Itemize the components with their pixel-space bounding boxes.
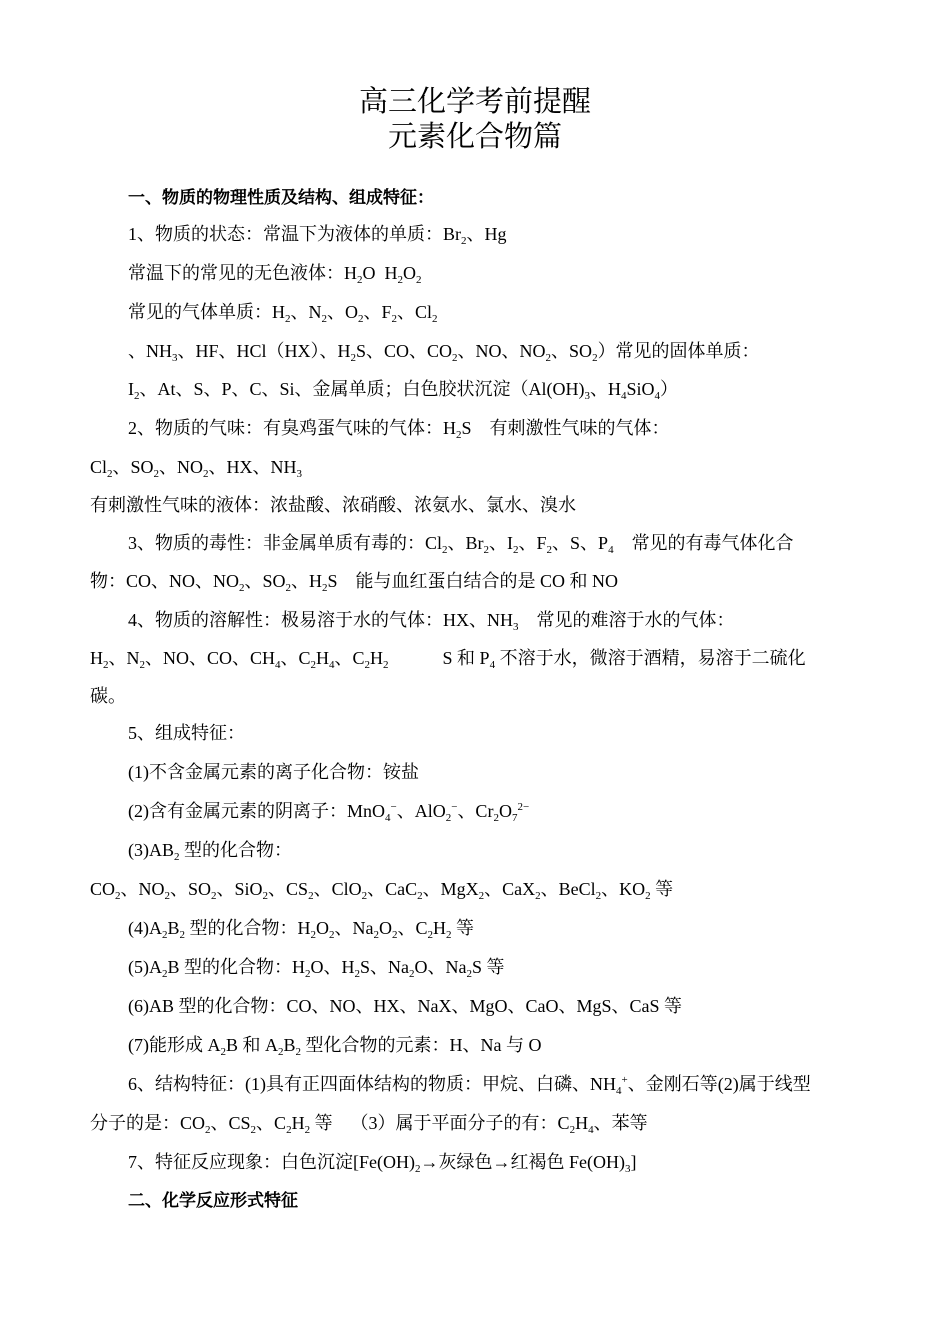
section-heading-1: 一、物质的物理性质及结构、组成特征：: [128, 188, 434, 208]
text-line-l22: (7)能形成 $A_2B$ 和 $A_2B_2$ 型化合物的元素：H、Na 与 O: [128, 1035, 542, 1058]
text-line-l20: $(5)A_2B$ 型的化合物：$H_2O$、$H_2S$、$Na_2O$、$Na_2S$ 等: [128, 957, 505, 980]
text-line-l13: 碳。: [90, 686, 126, 706]
text-line-l18: $CO_2$、$NO_2$、$SO_2$、SiO$_2$、$CS_2$、ClO$_2$、CaC$_2$、MgX$_2$、CaX$_2$、BeCl$_2$、$KO_2$ 等: [90, 879, 674, 902]
text-line-l3: 常见的气体单质：$H_2$、$N_2$、$O_2$、$F_2$、$Cl_2$: [128, 302, 438, 325]
text-line-l5: $I_2$、At、S、P、C、Si、金属单质；白色胶状沉淀（$Al(OH)_3$、$H_4SiO_4$）: [128, 379, 679, 402]
page-title: 高三化学考前提醒: [358, 84, 591, 118]
text-line-l7: $Cl_2$、$SO_2$、$NO_2$、HX、$NH_3$: [90, 457, 303, 480]
text-line-l17: $(3)AB_2$ 型的化合物：: [128, 840, 292, 863]
text-line-l19: $(4)A_2B_2$ 型的化合物：$H_2O_2$、$Na_2O_2$、$C_2H_2$ 等: [128, 918, 475, 941]
text-line-l1: 1、物质的状态：常温下为液体的单质：$Br_2$、Hg: [128, 224, 507, 247]
text-line-l16: (2)含有金属元素的阴离子：MnO$_4$−、AlO$_2$−、$Cr_2O_7^{2-}$: [128, 801, 530, 824]
section-heading-2: 二、化学反应形式特征: [128, 1191, 298, 1211]
text-line-l2: 常温下的常见的无色液体：$H_2O$ $H_2O_2$: [128, 263, 422, 286]
text-line-l23: 6、结构特征：(1)具有正四面体结构的物质：甲烷、白磷、$NH_4^+$、金刚石等(2)属于线型: [128, 1074, 811, 1097]
text-line-l14: 5、组成特征：: [128, 723, 245, 743]
text-line-l6: 2、物质的气味：有臭鸡蛋气味的气体：$H_2S$ 有刺激性气味的气体：: [128, 418, 670, 441]
text-line-l12: $H_2$、$N_2$、NO、CO、$CH_4$、$C_2H_4$、$C_2H_2$ S 和 $P_4$ 不溶于水，微溶于酒精，易溶于二硫化: [90, 648, 806, 671]
text-line-l9: 3、物质的毒性：非金属单质有毒的：$Cl_2$、$Br_2$、$I_2$、$F_2$、S、$P_4$ 常见的有毒气体化合: [128, 533, 794, 556]
text-line-l21: (6)AB 型的化合物：CO、NO、HX、NaX、MgO、CaO、MgS、CaS 等: [128, 996, 682, 1016]
text-line-l10: 物：CO、NO、$NO_2$、$SO_2$、$H_2S$ 能与血红蛋白结合的是 CO 和 NO: [90, 571, 619, 594]
text-line-l25: 7、特征反应现象：白色沉淀[$Fe(OH)_2\to$灰绿色→红褐色 $Fe(OH)_3$]: [128, 1152, 637, 1175]
text-line-l8: 有刺激性气味的液体：浓盐酸、浓硝酸、浓氨水、氯水、溴水: [90, 495, 576, 515]
text-line-l15: (1)不含金属元素的离子化合物：铵盐: [128, 762, 419, 782]
text-line-l4: 、$NH_3$、HF、HCl（HX）、$H_2S$、CO、$CO_2$、NO、$NO_2$、$SO_2$）常见的固体单质：: [128, 341, 760, 364]
text-line-l24: 分子的是：$CO_2$、$CS_2$、$C_2H_2$ 等 （3）属于平面分子的有：$C_2H_4$、苯等: [90, 1113, 648, 1136]
text-line-l11: 4、物质的溶解性：极易溶于水的气体：HX、$NH_3$ 常见的难溶于水的气体：: [128, 610, 735, 633]
page-subtitle: 元素化合物篇: [387, 119, 562, 153]
